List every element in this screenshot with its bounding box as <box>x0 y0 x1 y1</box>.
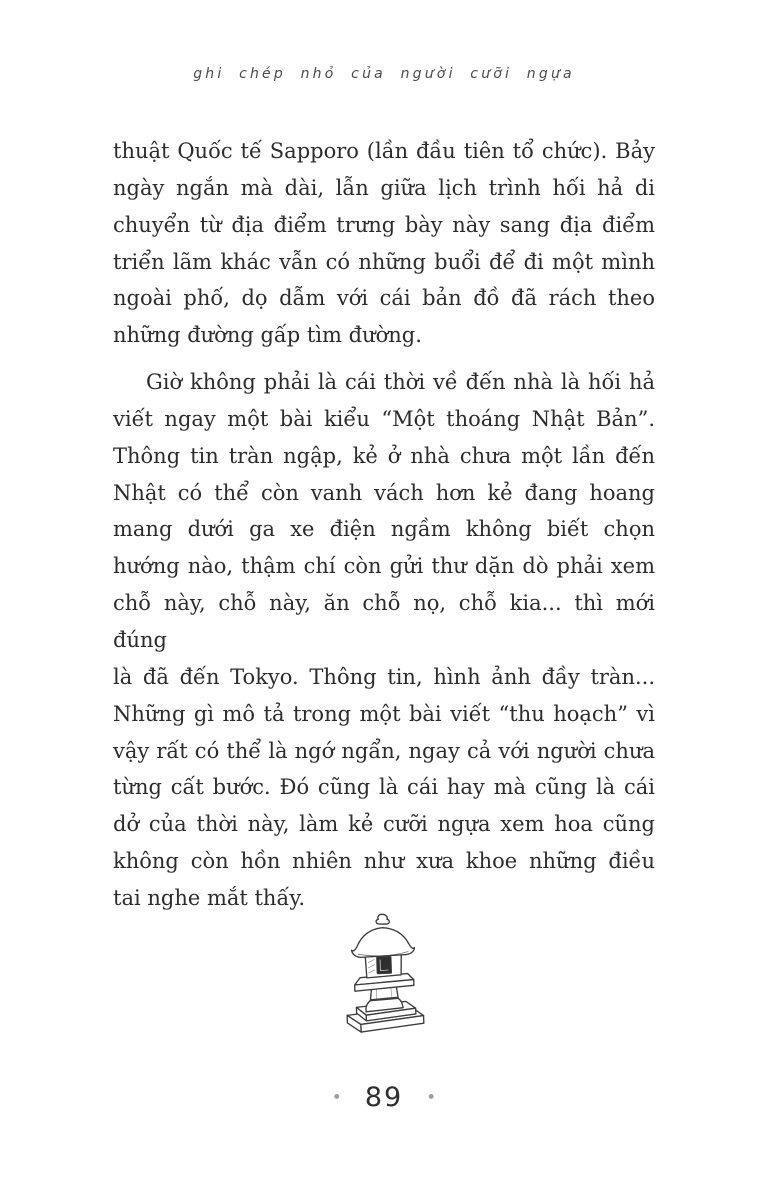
text-line: mang dưới ga xe điện ngầm không biết chọn <box>113 517 655 542</box>
paragraph <box>113 364 655 917</box>
body-text <box>113 133 655 917</box>
text-line: ngoài phố, dọ dẫm với cái bản đồ đã rách theo <box>113 286 655 311</box>
text-line: không còn hồn nhiên như xưa khoe những điều <box>113 849 655 874</box>
stone-lantern-illustration <box>0 910 768 1040</box>
text-line: chỗ này, chỗ này, ăn chỗ nọ, chỗ kia... thì mới đúng <box>113 591 655 652</box>
page-number-row <box>0 1082 768 1113</box>
text-line: những đường gấp tìm đường. <box>113 323 422 348</box>
text-line: ngày ngắn mà dài, lẫn giữa lịch trình hối hả di <box>113 175 655 200</box>
text-line: thuật Quốc tế Sapporo (lần đầu tiên tổ chức). Bảy <box>113 139 655 163</box>
text-line: từng cất bước. Đó cũng là cái hay mà cũng là cái <box>113 775 655 800</box>
stone-lantern-icon <box>334 910 434 1036</box>
text-line: hướng nào, thậm chí còn gửi thư dặn dò phải xem <box>113 554 655 579</box>
text-line: triển lãm khác vẫn có những buổi để đi một mình <box>113 249 655 274</box>
page-number-dot-right: • <box>426 1088 437 1108</box>
running-header: ghi chép nhỏ của người cưỡi ngựa <box>193 66 575 82</box>
text-line: Thông tin tràn ngập, kẻ ở nhà chưa một lần đến <box>113 443 655 468</box>
text-line: vậy rất có thể là ngớ ngẩn, ngay cả với người chưa <box>113 738 655 763</box>
text-line: Nhật có thể còn vanh vách hơn kẻ đang hoang <box>113 480 655 505</box>
text-line: Giờ không phải là cái thời về đến nhà là hối hả <box>146 370 655 395</box>
page-number: 89 <box>364 1082 404 1113</box>
text-line: dở của thời này, làm kẻ cưỡi ngựa xem hoa cũng <box>113 812 655 837</box>
text-line: Những gì mô tả trong một bài viết “thu hoạch” vì <box>113 701 655 726</box>
paragraph <box>113 133 655 354</box>
text-line: tai nghe mắt thấy. <box>113 885 306 910</box>
page-number-dot-left: • <box>331 1088 342 1108</box>
text-line: viết ngay một bài kiểu “Một thoáng Nhật Bản”. <box>113 406 655 431</box>
text-line: chuyển từ địa điểm trưng bày này sang địa điểm <box>113 212 655 237</box>
text-line: là đã đến Tokyo. Thông tin, hình ảnh đầy tràn... <box>113 664 655 689</box>
